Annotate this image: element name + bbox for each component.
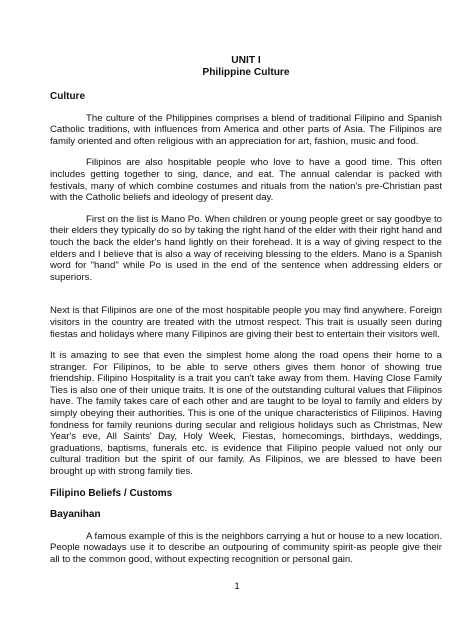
paragraph-hospitable: Filipinos are also hospitable people who love to have a good time. This often includes getting together to sing, dance, and eat. The annual calendar is packed with festivals, many of which combine costumes and rituals from the nation's pre-Christian past with the Catholic beliefs and ideology of present day. <box>50 157 442 204</box>
page-number: 1 <box>234 581 240 592</box>
subsection-heading-bayanihan: Bayanihan <box>50 509 101 521</box>
paragraph-family-ties: It is amazing to see that even the simplest home along the road opens their home to a stranger. For Filipinos, to be able to serve others gives them honor of showing true friendship. Filipino Hospitality is a trait you can't take away from them. Having Close Family Ties is also one of their unique traits. It is one of the outstanding cultural values that Filipinos have. The family takes care of each other and are taught to be loyal to family and elders by simply obeying their authorities. This is one of the unique characteristics of Filipinos. Having fondness for family reunions during secular and religious holidays such as Christmas, New Year's eve, All Saints' Day, Holy Week, Fiestas, homecomings, birthdays, weddings, graduations, baptisms, funerals etc. is evidence that Filipino people valued not only our cultural tradition but the spirit of our family. As Filipinos, we are blessed to have been brought up with strong family ties. <box>50 350 442 478</box>
page-content <box>50 55 442 566</box>
unit-label: UNIT I <box>231 55 261 66</box>
section-heading-culture: Culture <box>50 91 85 102</box>
paragraph-mano-po: First on the list is Mano Po. When children or young people greet or say goodbye to their elders they typically do so by taking the right hand of the elder with their right hand and touch the back the elder's hand lightly on their forehead. It is a way of giving respect to the elders and I believe that is also a way of receiving blessing to the elders. Mano is a Spanish word for "hand" while Po is used in the end of the sentence when addressing elders or superiors. <box>50 213 442 283</box>
paragraph-culture-intro: The culture of the Philippines comprises a blend of traditional Filipino and Spanish Catholic traditions, with influences from America and other parts of Asia. The Filipinos are family oriented and often religious with an appreciation for art, fashion, music and food. <box>50 112 442 147</box>
page-title: Philippine Culture <box>202 67 290 78</box>
paragraph-bayanihan: A famous example of this is the neighbors carrying a hut or house to a new location. People nowadays use it to describe an outpouring of community spirit-as people give their all to the common good, without expecting recognition or personal gain. <box>50 530 442 565</box>
paragraph-hospitality: Next is that Filipinos are one of the most hospitable people you may find anywhere. Foreign visitors in the country are treated with the utmost respect. This trait is usually seen during fiestas and holidays where many Filipinos are giving their best to entertain their visitors well. <box>50 305 442 340</box>
section-heading-beliefs: Filipino Beliefs / Customs <box>50 487 173 499</box>
